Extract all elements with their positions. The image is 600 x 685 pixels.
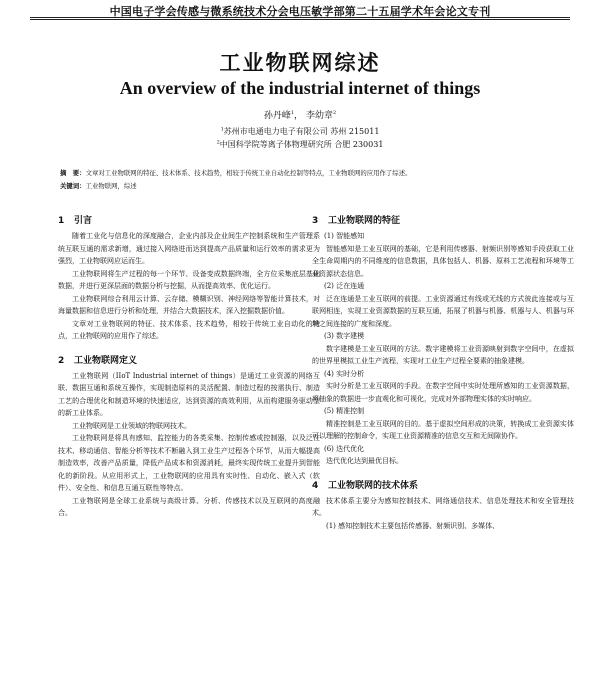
section-number: 2: [58, 355, 65, 366]
right-column: [312, 212, 574, 532]
section-title: 工业物联网的特征: [328, 216, 401, 226]
feature-text: 迭代优化达到最优目标。: [326, 457, 403, 465]
keywords-text: 工业物联网，综述: [85, 182, 137, 190]
section-title: 引言: [74, 216, 93, 226]
feature-text: 数字建模是工业互联网的方法。数字建模将工业资源映射到数字空间中，在虚拟的世界里模拟工业生产流程，实现对工业生产过程全要素的抽象建模。: [312, 344, 574, 365]
paragraph: 文章对工业物联网的特征、技术体系、技术趋势，相较于传统工业自动化的特点，工业物联网的应用作了综述。: [58, 319, 320, 340]
feature-text: 泛在连通是工业互联网的前提。工业资源通过有线或无线的方式彼此连接或与互联网相连，实现工业资源数据的互联互通，拓展了机器与机器、机器与人、机器与环境之间连接的广度和深度。: [312, 294, 574, 328]
paragraph: 工业物联网将生产过程的每一个环节、设备变成数据终端，全方位采集底层基础数据，并进行更深层面的数据分析与挖掘，从而提高效率、优化运行。: [58, 269, 320, 290]
author-name: 孙丹峰: [263, 111, 291, 121]
affiliation-text: 中国科学院等离子体物理研究所 合肥 230031: [219, 140, 384, 149]
affiliation: [0, 126, 600, 137]
feature-label: (2) 泛在连通: [324, 282, 365, 290]
abstract: [60, 168, 560, 178]
feature-label: (3) 数字建模: [324, 332, 365, 340]
author-line: [0, 108, 600, 121]
paragraph: (1) 感知控制技术主要包括传感器、射频识别、多媒体、: [326, 521, 500, 530]
author-mark: 2: [332, 110, 337, 116]
feature-text: 智能感知是工业互联网的基础，它是利用传感器、射频识别等感知手段获取工业全生命周期内的不同维度的信息数据，具体包括人、机器、原料工艺流程和环境等工业资源状态信息。: [312, 244, 574, 278]
author-mark: 1: [290, 110, 295, 116]
running-header: 中国电子学会传感与微系统技术分会电压敏学部第二十五届学术年会论文专刊: [109, 5, 491, 18]
section-heading: [312, 212, 574, 230]
feature-text: 实时分析是工业互联网的手段。在数字空间中实时处理所感知的工业资源数据，将抽象的数据进一步直观化和可视化，完成对外部物理实体的实时响应。: [312, 382, 574, 403]
affiliation-text: 苏州市电通电力电子有限公司 苏州 215011: [223, 127, 380, 136]
paragraph: 工业物联网（IIoT Industrial internet of things）是通过工业资源的网络互联、数据互通和系统互操作，实现制造原料的灵活配置、制造过程的按需执行、制造工艺的合理优化和制造环境的快速适应，达到资源的高效利用，从而构建服务驱动型的新工业体系。: [58, 371, 320, 417]
paragraph: 工业物联网是将具有感知、监控能力的各类采集、控制传感或控制器，以及泛在技术、移动通信、智能分析等技术不断融入到工业生产过程各个环节，从而大幅提高制造效率，改善产品质量，降低产品成本和资源消耗，最终实现传统工业提升到智能化的新阶段。从应用形式上，工业物联网的应用具有实时性、自动化、嵌入式（软件）、安全性、和信息互通互联性等特点。: [58, 434, 320, 492]
abstract-label: 摘 要：: [60, 169, 86, 177]
paper-title-en: An overview of the industrial internet of things: [119, 78, 481, 98]
section-number: 4: [312, 480, 319, 491]
feature-text: 精准控制是工业互联网的目的。基于虚拟空间形成的决策，转换成工业资源实体可以理解的控制命令，实现工业资源精准的信息交互和无间隙协作。: [312, 419, 574, 440]
author-name: 李幼章: [305, 111, 333, 121]
section-heading: [58, 212, 320, 230]
paragraph: 工业物联网是工业领域的物联网技术。: [72, 421, 191, 430]
feature-label: (5) 精准控制: [324, 407, 365, 415]
paper-title-cn: 工业物联网综述: [219, 51, 381, 75]
paragraph: 技术体系主要分为感知控制技术、网络通信技术、信息处理技术和安全管理技术。: [312, 496, 574, 517]
section-title: 工业物联网定义: [74, 355, 138, 366]
paragraph: 工业物联网是全球工业系统与高级计算、分析、传感技术以及互联网的高度融合。: [58, 496, 320, 517]
affiliation-mark: 1: [220, 126, 224, 133]
section-number: 3: [312, 216, 319, 226]
abstract-text: 文章对工业物联网的特征、技术体系、技术趋势，相较于传统工业自动化控制等特点，工业物联网的应用作了综述。: [85, 169, 412, 177]
paragraph: 工业物联网综合利用云计算、云存储、模糊识别、神经网络等智能计算技术，对海量数据和信息进行分析和处理，并结合大数据技术，深入挖掘数据价值。: [58, 294, 320, 315]
feature-label: (1) 智能感知: [324, 232, 365, 240]
keywords-label: 关键词：: [60, 182, 86, 190]
feature-label: (6) 迭代优化: [324, 444, 365, 453]
left-column: [58, 212, 320, 520]
feature-label: (4) 实时分析: [324, 369, 365, 378]
section-title: 工业物联网的技术体系: [328, 480, 419, 491]
paragraph: 随着工业化与信息化的深度融合，企业内部及企业间生产控制系统和生产管理系统互联互通的需求新增，通过接入网络进而达到提高产品质量和运行效率的需求更为强烈，工业物联网应运而生。: [58, 232, 320, 265]
author-separator: ，: [294, 111, 304, 121]
section-heading: [312, 477, 574, 495]
affiliation-mark: 2: [216, 139, 220, 146]
header-rule: [30, 19, 570, 20]
section-number: 1: [58, 216, 65, 226]
header-rule: [30, 17, 570, 18]
section-heading: [58, 352, 320, 370]
keywords: [60, 181, 560, 191]
affiliation: [0, 139, 600, 150]
